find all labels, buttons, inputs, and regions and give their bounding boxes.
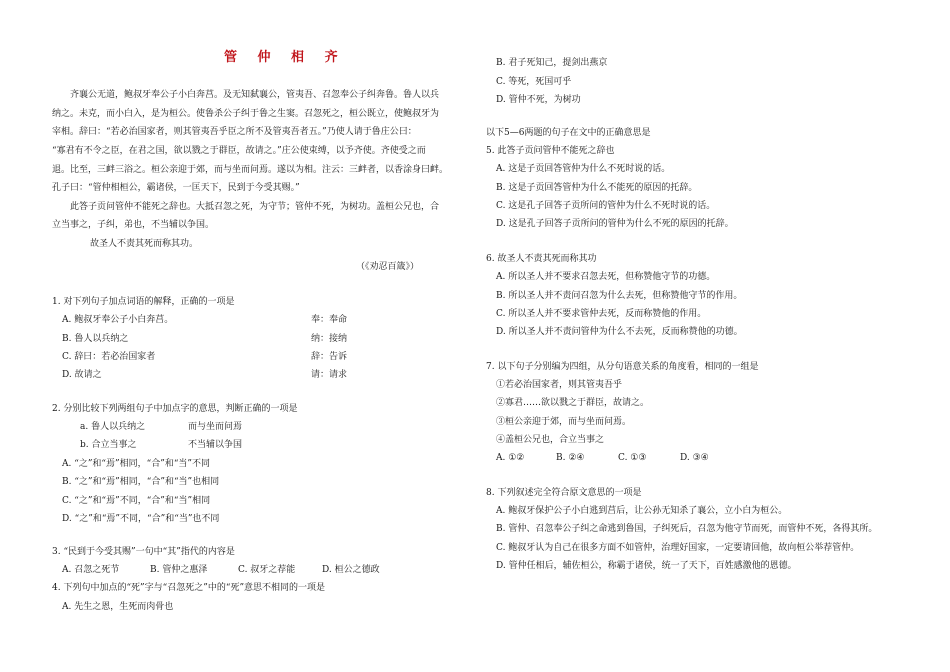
option-text: A. 鲍叔牙保护公子小白逃到莒后，让公孙无知杀了襄公，立小白为桓公。 bbox=[496, 506, 788, 516]
option-text: A. ①② bbox=[496, 453, 525, 463]
passage-line: 退。比至，三衅三浴之。桓公亲迎于郊，而与坐而问焉。遂以为相。注云：三衅者，以香涂身曰衅。 bbox=[52, 165, 449, 175]
pair-right: 而与坐而问焉 bbox=[188, 422, 243, 432]
option-text: A. 所以圣人并不要求召忽去死，但称赞他守节的功德。 bbox=[496, 272, 716, 282]
option-text: C. 叔牙之荐能 bbox=[238, 565, 296, 575]
pair-left: b. 合立当事之 bbox=[80, 440, 137, 450]
question-stem: 4. 下列句中加点的“死”字与“召忽死之”中的“死”意思不相同的一项是 bbox=[52, 583, 326, 593]
option-text: D. 故请之 bbox=[62, 370, 102, 380]
option-text: D. 桓公之德政 bbox=[322, 565, 380, 575]
option-text: C. 这是孔子回答子贡所问的管仲为什么不死时说的话。 bbox=[496, 201, 716, 211]
option-text: B. 管仲、召忽奉公子纠之命逃到鲁国，子纠死后，召忽为他守节而死，而管仲不死，各得其所。 bbox=[496, 524, 878, 534]
passage-line: 宰相。辞曰：“若必治国家者，则其管夷吾乎臣之所不及管夷吾者五。”乃使人请于鲁庄公曰： bbox=[52, 127, 417, 137]
question-stem: 8. 下列叙述完全符合原文意思的一项是 bbox=[486, 488, 642, 498]
question-stem: 7. 以下句子分别编为四组，从分句语意关系的角度看，相同的一组是 bbox=[486, 362, 759, 372]
question-stem: 5. 此答子贡问管仲不能死之辞也 bbox=[486, 146, 615, 156]
option-text: A. 鲍叔牙奉公子小白奔莒。 bbox=[62, 315, 174, 325]
passage-line: “寡君有不令之臣，在君之国，欲以戮之于群臣，故请之。”庄公使束缚，以予齐使。齐使受之而 bbox=[52, 146, 426, 156]
numbered-item: ①若必治国家者，则其管夷吾乎 bbox=[496, 380, 623, 390]
option-text: B. ②④ bbox=[556, 453, 585, 463]
option-text: B. 所以圣人并不责问召忽为什么去死，但称赞他守节的作用。 bbox=[496, 291, 743, 301]
question-stem: 6. 故圣人不责其死而称其功 bbox=[486, 254, 597, 264]
passage-line: 纳之。未克，而小白入，是为桓公。使鲁杀公子纠于鲁之生窦。召忽死之，桓公既立，使鲍叔牙为 bbox=[52, 109, 440, 119]
option-text: A. “之”和“焉”相同，“合”和“当”不同 bbox=[62, 459, 211, 469]
question-stem: 3. “民到于今受其赐”一句中“其”指代的内容是 bbox=[52, 547, 235, 557]
page-title: 管 仲 相 齐 bbox=[224, 50, 346, 65]
numbered-item: ④盖桓公兄也，合立当事之 bbox=[496, 435, 605, 445]
option-text: A. 这是子贡回答管仲为什么不死时说的话。 bbox=[496, 164, 671, 174]
option-gloss: 纳：接纳 bbox=[311, 334, 348, 344]
option-text: C. 等死，死国可乎 bbox=[496, 77, 572, 87]
numbered-item: ②寡君……欲以戮之于群臣，故请之。 bbox=[496, 398, 650, 408]
option-text: B. “之”和“焉”相同，“合”和“当”也相同 bbox=[62, 477, 220, 487]
passage-line: 齐襄公无道，鲍叔牙奉公子小白奔莒。及无知弑襄公，管夷吾、召忽奉公子纠奔鲁。鲁人以兵 bbox=[70, 90, 440, 100]
option-gloss: 请：请求 bbox=[311, 370, 348, 380]
option-text: C. “之”和“焉”不同，“合”和“当”相同 bbox=[62, 496, 211, 506]
option-text: B. 鲁人以兵纳之 bbox=[62, 334, 129, 344]
option-text: D. ③④ bbox=[680, 453, 709, 463]
question-stem: 1. 对下列句子加点词语的解释，正确的一项是 bbox=[52, 297, 235, 307]
option-text: B. 这是子贡回答管仲为什么不能死的原因的托辞。 bbox=[496, 183, 698, 193]
source-citation: （《劝忍百箴》） bbox=[356, 262, 420, 272]
option-text: D. 这是孔子回答子贡所问的管仲为什么不死的原因的托辞。 bbox=[496, 219, 734, 229]
option-gloss: 奉：奉命 bbox=[311, 315, 348, 325]
passage-line: 故圣人不责其死而称其功。 bbox=[90, 239, 199, 249]
option-text: C. ①③ bbox=[618, 453, 647, 463]
numbered-item: ③桓公亲迎于郊，而与坐而问焉。 bbox=[496, 417, 632, 427]
option-text: A. 召忽之死节 bbox=[62, 565, 120, 575]
option-text: A. 先生之恩，生死而肉骨也 bbox=[62, 602, 174, 612]
pair-right: 不当辅以争国 bbox=[188, 440, 243, 450]
option-text: D. 所以圣人并不责问管仲为什么不去死，反而称赞他的功德。 bbox=[496, 327, 743, 337]
option-text: B. 管仲之惠泽 bbox=[150, 565, 208, 575]
option-text: B. 君子死知己，提剑出燕京 bbox=[496, 58, 608, 68]
pair-left: a. 鲁人以兵纳之 bbox=[80, 422, 146, 432]
passage-line: 立当事之，子纠，弟也，不当辅以争国。 bbox=[52, 220, 215, 230]
option-gloss: 辞：告诉 bbox=[311, 352, 348, 362]
option-text: D. “之”和“焉”不同，“合”和“当”也不同 bbox=[62, 514, 220, 524]
passage-line: 此答子贡问管仲不能死之辞也。大抵召忽之死，为守节；管仲不死，为树功。盖桓公兄也，合 bbox=[70, 202, 440, 212]
option-text: D. 管仲不死，为树功 bbox=[496, 95, 581, 105]
option-text: D. 管仲任相后，辅佐桓公，称霸于诸侯，统一了天下，百姓感激他的恩德。 bbox=[496, 561, 797, 571]
option-text: C. 辞曰：若必治国家者 bbox=[62, 352, 156, 362]
option-text: C. 鲍叔牙认为自己在很多方面不如管仲，治理好国家，一定要请回他，故向桓公举荐管仲。 bbox=[496, 543, 860, 553]
passage-line: 孔子曰：“管仲相桓公，霸诸侯，一匡天下，民到于今受其赐。” bbox=[52, 183, 300, 193]
section-intro: 以下5—6两题的句子在文中的正确意思是 bbox=[486, 128, 651, 138]
option-text: C. 所以圣人并不要求管仲去死，反而称赞他的作用。 bbox=[496, 309, 707, 319]
question-stem: 2. 分别比较下列两组句子中加点字的意思，判断正确的一项是 bbox=[52, 404, 298, 414]
